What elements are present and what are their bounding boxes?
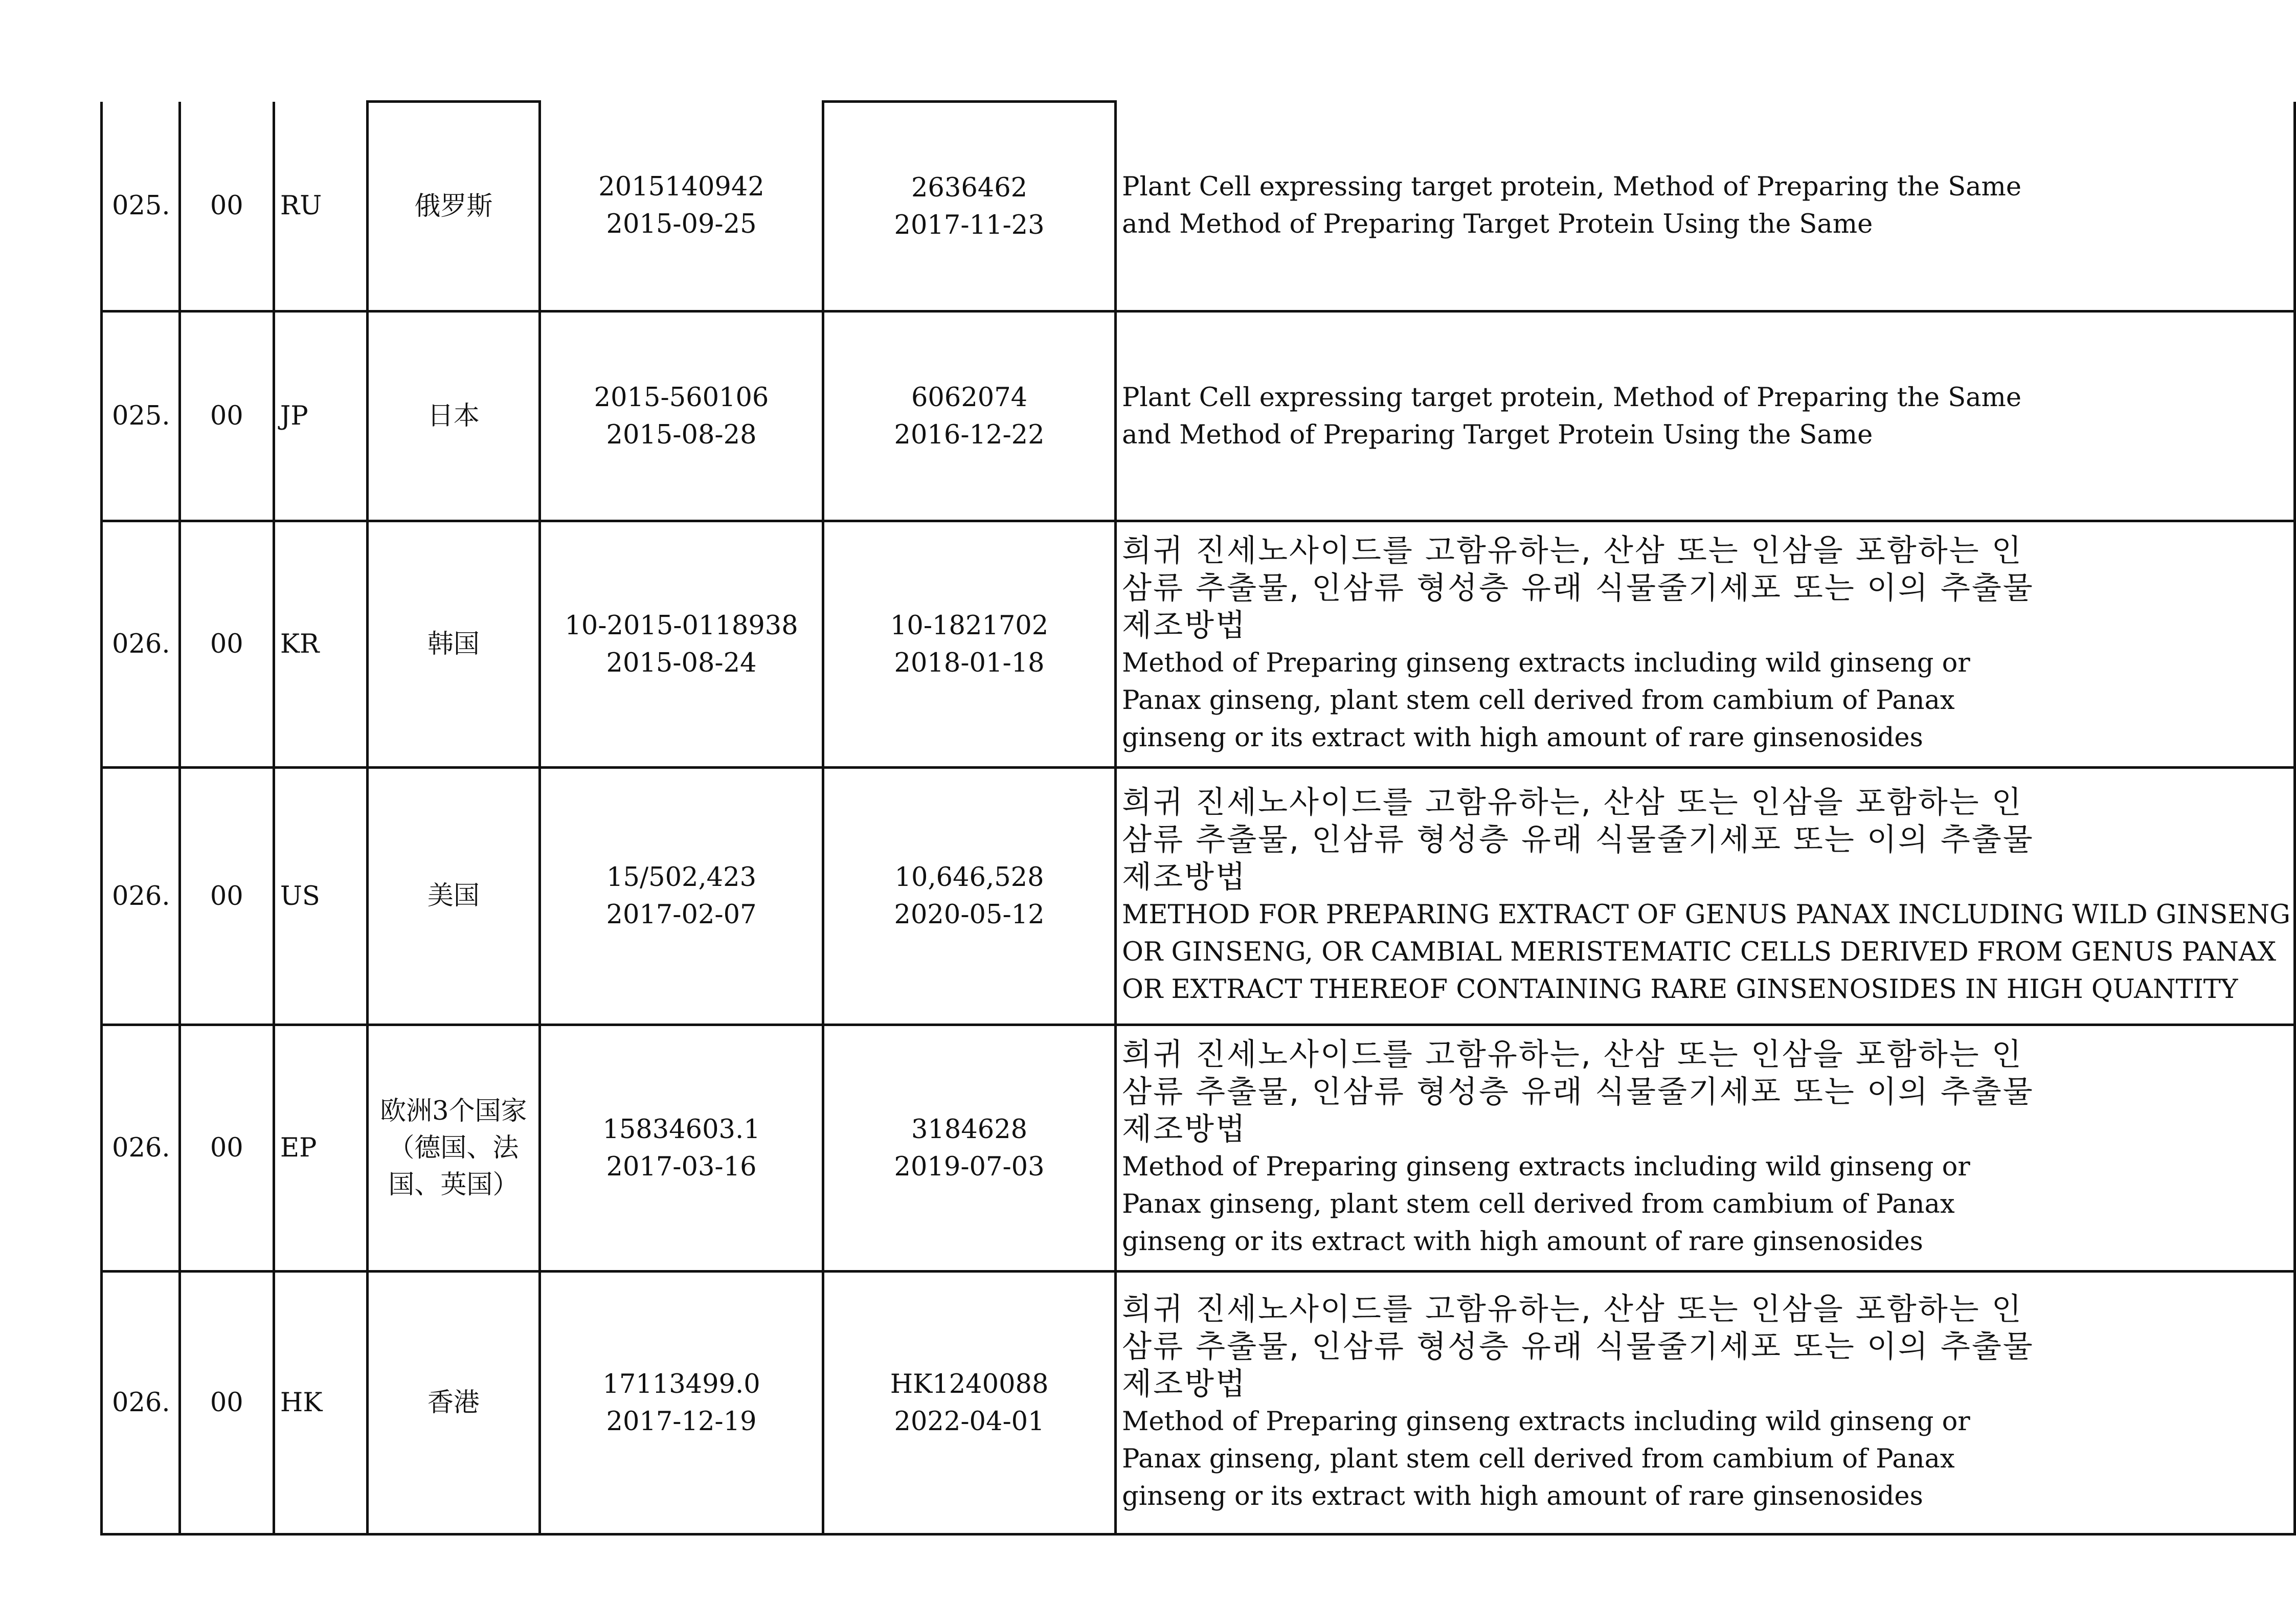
application-number: 2015140942 <box>598 172 764 203</box>
application-number: 15834603.1 <box>602 1114 760 1145</box>
country-code-cell: EP <box>274 1025 367 1272</box>
title-english-line: ginseng or its extract with high amount of rare ginsenosides <box>1122 1226 1923 1257</box>
country-name-cell <box>367 1025 539 1272</box>
table-row <box>102 768 2295 1025</box>
table-row <box>102 1025 2295 1272</box>
title-korean-line: 삼류 추출물, 인삼류 형성층 유래 식물줄기세포 또는 이의 추출물 <box>1122 570 2034 606</box>
application-cell <box>540 1272 823 1534</box>
title-cell <box>1116 1025 2295 1272</box>
grant-number: HK1240088 <box>890 1369 1049 1399</box>
country-code-cell: HK <box>274 1272 367 1534</box>
application-number: 17113499.0 <box>602 1369 760 1399</box>
title-english-line: Plant Cell expressing target protein, Method of Preparing the Same <box>1122 172 2022 203</box>
subsequence-cell: 00 <box>179 1025 274 1272</box>
table-row <box>102 102 2295 312</box>
subsequence-cell: 00 <box>179 1272 274 1534</box>
table-row <box>102 1272 2295 1534</box>
subsequence-cell: 00 <box>179 102 274 312</box>
subsequence-cell: 00 <box>179 312 274 521</box>
country-name-cell <box>367 312 539 521</box>
country-name-line: 韩国 <box>427 629 480 659</box>
title-korean-line: 희귀 진세노사이드를 고함유하는, 산삼 또는 인삼을 포함하는 인 <box>1122 1036 2023 1073</box>
application-cell <box>540 521 823 768</box>
title-english-line: METHOD FOR PREPARING EXTRACT OF GENUS PANAX INCLUDING WILD GINSENG <box>1122 900 2290 930</box>
sequence-cell: 025. <box>102 312 180 521</box>
application-date: 2015-08-24 <box>606 648 757 678</box>
title-cell <box>1116 521 2295 768</box>
application-date: 2015-08-28 <box>606 419 757 450</box>
grant-date: 2016-12-22 <box>894 419 1045 450</box>
subsequence-cell: 00 <box>179 521 274 768</box>
application-date: 2017-03-16 <box>606 1151 757 1182</box>
grant-cell <box>823 1272 1116 1534</box>
grant-cell <box>823 768 1116 1025</box>
country-name-line: 日本 <box>427 401 480 431</box>
title-english-line: ginseng or its extract with high amount of rare ginsenosides <box>1122 1481 1923 1511</box>
grant-cell <box>823 521 1116 768</box>
country-name-cell <box>367 768 539 1025</box>
country-name-line: 欧洲3个国家 <box>380 1096 527 1126</box>
grant-date: 2017-11-23 <box>894 210 1045 240</box>
grant-number: 10,646,528 <box>894 862 1044 893</box>
sequence-cell: 026. <box>102 1025 180 1272</box>
title-english-line: OR EXTRACT THEREOF CONTAINING RARE GINSENOSIDES IN HIGH QUANTITY <box>1122 974 2238 1005</box>
application-date: 2015-09-25 <box>606 209 757 240</box>
grant-date: 2020-05-12 <box>894 900 1045 930</box>
application-number: 2015-560106 <box>594 382 769 413</box>
application-cell <box>540 102 823 312</box>
country-name-cell <box>367 102 539 312</box>
country-name-line: 俄罗斯 <box>414 191 493 221</box>
title-cell <box>1116 1272 2295 1534</box>
title-english-line: Panax ginseng, plant stem cell derived from cambium of Panax <box>1122 685 1955 716</box>
title-korean-line: 희귀 진세노사이드를 고함유하는, 산삼 또는 인삼을 포함하는 인 <box>1122 532 2023 569</box>
grant-date: 2022-04-01 <box>894 1406 1045 1437</box>
grant-date: 2019-07-03 <box>894 1151 1045 1182</box>
title-cell <box>1116 102 2295 312</box>
country-name-cell <box>367 1272 539 1534</box>
application-cell <box>540 768 823 1025</box>
title-korean-line: 제조방법 <box>1122 607 1247 643</box>
application-date: 2017-12-19 <box>606 1406 757 1437</box>
country-code-cell: US <box>274 768 367 1025</box>
title-korean-line: 희귀 진세노사이드를 고함유하는, 산삼 또는 인삼을 포함하는 인 <box>1122 785 2023 820</box>
grant-number: 10-1821702 <box>890 610 1049 641</box>
application-cell <box>540 312 823 521</box>
patent-table-body <box>102 102 2295 1534</box>
title-korean-line: 삼류 추출물, 인삼류 형성층 유래 식물줄기세포 또는 이의 추출물 <box>1122 1328 2034 1365</box>
title-korean-line: 제조방법 <box>1122 1366 1247 1402</box>
application-date: 2017-02-07 <box>606 900 757 930</box>
title-english-line: Method of Preparing ginseng extracts including wild ginseng or <box>1122 648 1970 678</box>
country-code-cell: KR <box>274 521 367 768</box>
title-english-line: ginseng or its extract with high amount of rare ginsenosides <box>1122 722 1923 753</box>
title-cell <box>1116 768 2295 1025</box>
grant-cell <box>823 1025 1116 1272</box>
title-english-line: OR GINSENG, OR CAMBIAL MERISTEMATIC CELLS DERIVED FROM GENUS PANAX <box>1122 937 2276 967</box>
country-name-line: （德国、法 <box>388 1132 519 1163</box>
title-english-line: and Method of Preparing Target Protein Using the Same <box>1122 419 1873 450</box>
grant-number: 2636462 <box>911 172 1028 203</box>
application-cell <box>540 1025 823 1272</box>
patent-table <box>100 100 2296 1536</box>
title-english-line: Plant Cell expressing target protein, Method of Preparing the Same <box>1122 382 2022 413</box>
subsequence-cell: 00 <box>179 768 274 1025</box>
title-english-line: and Method of Preparing Target Protein Using the Same <box>1122 209 1873 240</box>
table-row <box>102 312 2295 521</box>
title-english-line: Panax ginseng, plant stem cell derived from cambium of Panax <box>1122 1189 1955 1219</box>
country-code-cell: RU <box>274 102 367 312</box>
country-code-cell: JP <box>274 312 367 521</box>
country-name-line: 美国 <box>427 881 480 911</box>
application-number: 10-2015-0118938 <box>565 610 798 641</box>
title-cell <box>1116 312 2295 521</box>
title-korean-line: 삼류 추출물, 인삼류 형성층 유래 식물줄기세포 또는 이의 추출물 <box>1122 822 2034 858</box>
country-name-cell <box>367 521 539 768</box>
sequence-cell: 025. <box>102 102 180 312</box>
title-korean-line: 제조방법 <box>1122 1111 1247 1147</box>
title-english-line: Panax ginseng, plant stem cell derived from cambium of Panax <box>1122 1443 1955 1474</box>
grant-cell <box>823 102 1116 312</box>
table-row <box>102 521 2295 768</box>
title-korean-line: 삼류 추출물, 인삼류 형성층 유래 식물줄기세포 또는 이의 추출물 <box>1122 1074 2034 1110</box>
title-korean-line: 희귀 진세노사이드를 고함유하는, 산삼 또는 인삼을 포함하는 인 <box>1122 1291 2023 1327</box>
title-english-line: Method of Preparing ginseng extracts including wild ginseng or <box>1122 1151 1970 1182</box>
application-number: 15/502,423 <box>606 862 757 893</box>
grant-date: 2018-01-18 <box>894 648 1045 678</box>
grant-number: 3184628 <box>911 1114 1028 1145</box>
sequence-cell: 026. <box>102 521 180 768</box>
title-korean-line: 제조방법 <box>1122 859 1247 895</box>
grant-cell <box>823 312 1116 521</box>
grant-number: 6062074 <box>911 382 1028 413</box>
sequence-cell: 026. <box>102 1272 180 1534</box>
country-name-line: 国、英国） <box>388 1169 519 1200</box>
title-english-line: Method of Preparing ginseng extracts including wild ginseng or <box>1122 1406 1970 1437</box>
country-name-line: 香港 <box>427 1387 480 1418</box>
sequence-cell: 026. <box>102 768 180 1025</box>
